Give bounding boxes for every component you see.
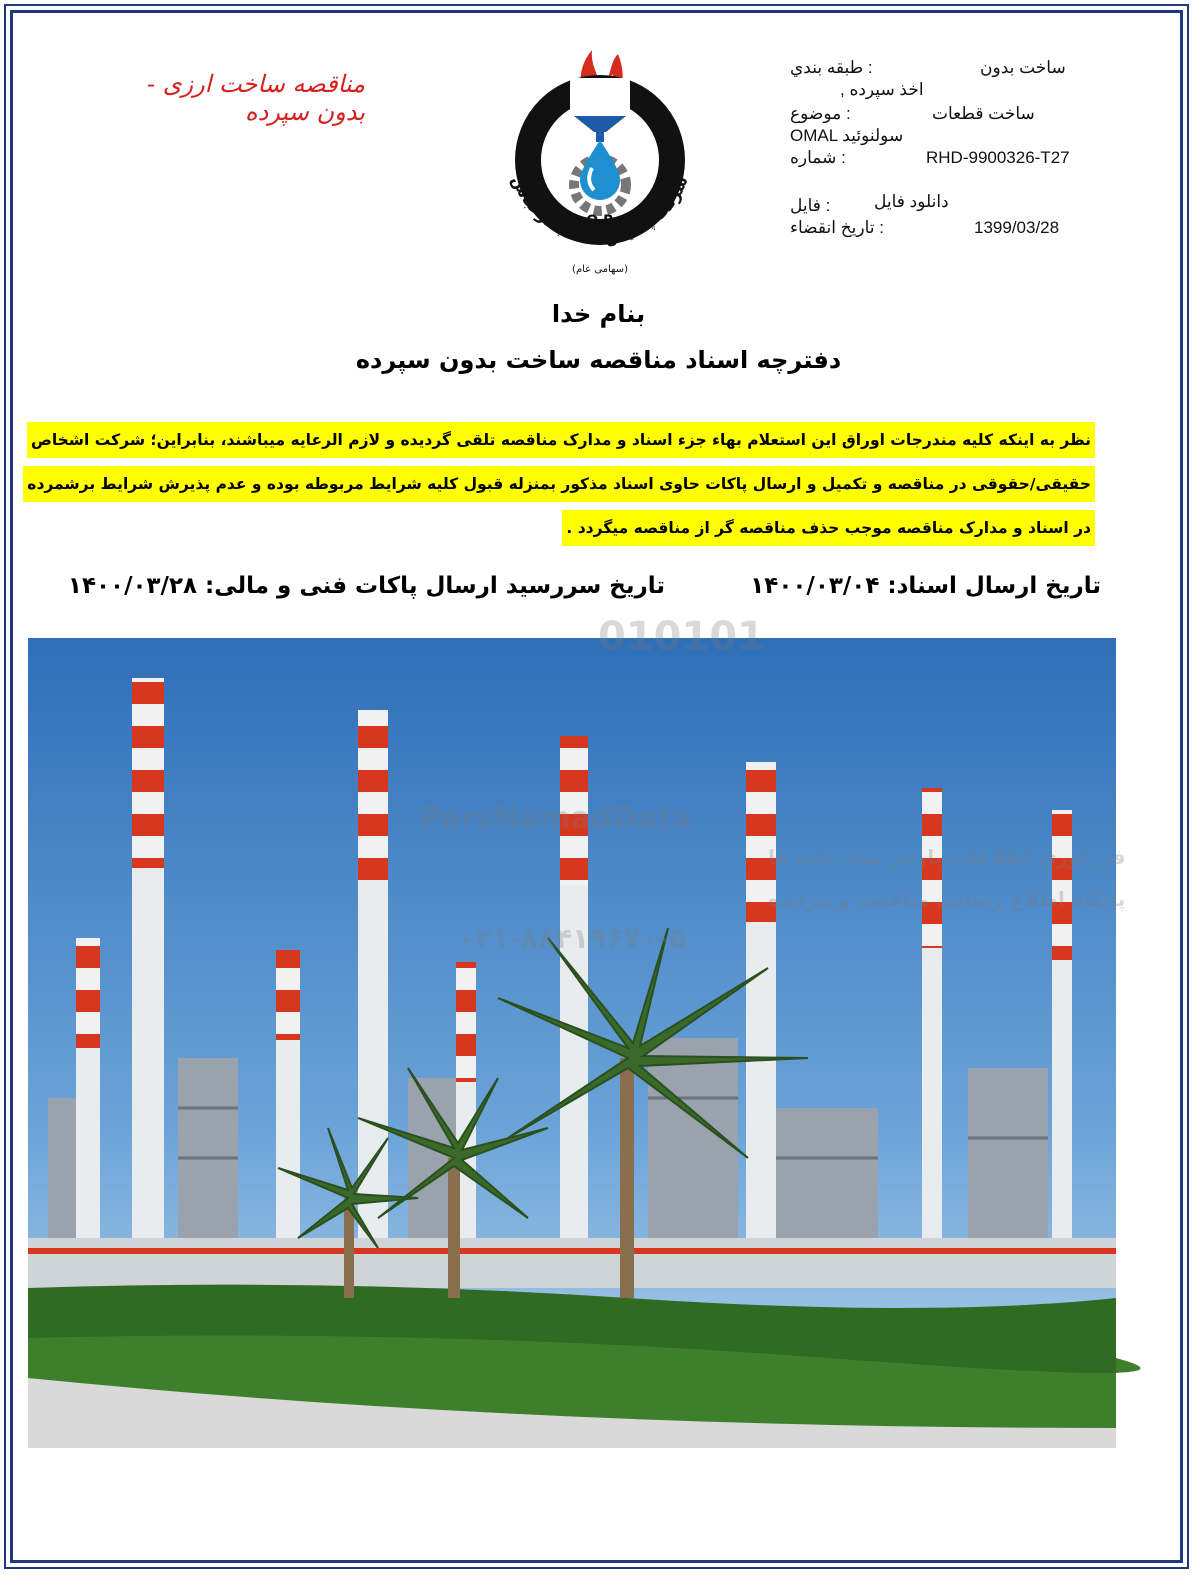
notice-line-2: حقیقی/حقوقی در مناقصه و تکمیل و ارسال پاکات حاوی اسناد مذکور بمنزله قبول کلیه شرایط مربوطه بوده و عدم پذیرش شرایط برشمرده <box>23 466 1095 502</box>
booklet-title: دفترچه اسناد مناقصه ساخت بدون سپرده <box>355 346 842 374</box>
deadline-date: تاریخ سررسید ارسال پاکات فنی و مالی: ۱۴۰۰/۰۳/۲۸ <box>67 573 665 599</box>
file-download-link[interactable]: دانلود فایل <box>874 192 949 211</box>
company-logo <box>500 20 700 280</box>
subject-value-2: OMAL سولنوئید <box>790 126 904 145</box>
number-value: RHD-9900326-T27 <box>926 148 1070 167</box>
refinery-photo <box>28 614 1126 1448</box>
number-label: شماره : <box>790 148 846 167</box>
watermark-brand: ParsNamadData <box>420 801 693 836</box>
notice-line-3: در اسناد و مدارک مناقصه موجب حذف مناقصه گر از مناقصه میگردد . <box>562 510 1095 546</box>
expiry-value: 1399/03/28 <box>974 218 1060 237</box>
watermark-digits: 010101 <box>598 614 765 660</box>
subject-label: موضوع : <box>790 104 851 123</box>
expiry-label: تاریخ انقضاء : <box>790 218 884 237</box>
classification-label: طبقه بندي : <box>790 58 873 77</box>
send-docs-date: تاریخ ارسال اسناد: ۱۴۰۰/۰۳/۰۴ <box>750 573 1101 599</box>
subject-value: ساخت قطعات <box>932 104 1035 123</box>
classification-value: ساخت بدون <box>980 58 1066 77</box>
logo-abbr-text: B.O.R.C <box>570 213 630 229</box>
logo-company-name: شرکت پالایش نفت بندرعباس <box>508 172 692 248</box>
file-label: فایل : <box>790 196 831 215</box>
basmala-title: بنام خدا <box>551 300 646 328</box>
logo-sub-text: (سهامی عام) <box>572 264 628 275</box>
watermark-phone: ۰۲۱-۸۸۴۱۹۶۷۰-۵ <box>458 922 687 955</box>
classification-value-2: , اخذ سپرده <box>840 80 924 99</box>
watermark-line-2: پایگاه اطلاع رسانی مناقصه و مزایده <box>768 887 1126 911</box>
red-heading: مناقصه ساخت ارزی - بدون سپرده <box>146 70 365 126</box>
watermark-line-1: فن آوری اطلاعات پارس نماد داده ها <box>768 845 1126 869</box>
notice-line-1: نظر به اینکه کلیه مندرجات اوراق این استعلام بهاء جزء اسناد و مدارک مناقصه تلقی گردیده و لازم الرعایه میباشند، بنابراین؛ شرکت اشخاص <box>27 422 1095 458</box>
